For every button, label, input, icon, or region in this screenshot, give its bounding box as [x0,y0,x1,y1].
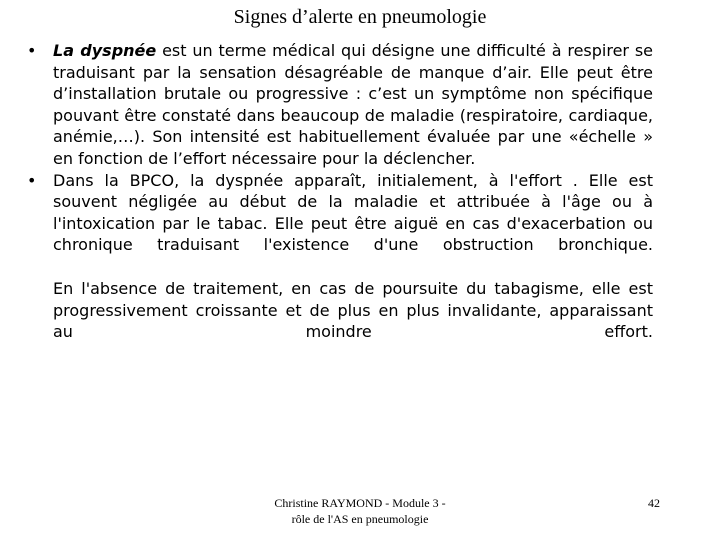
footer-author [240,495,480,527]
bullet-text: Dans la BPCO, la dyspnée apparaît, initialement, à l'effort . Elle est souvent négligée au début de la maladie et attribuée à l'âge ou à l'intoxication par le tabac. Elle peut être aiguë en cas d'exacerbation ou chronique traduisant l'existence d'une obstruction bronchique. [53,170,653,255]
paragraph-spacer [53,256,653,278]
slide-title: Signes d’alerte en pneumologie [233,6,487,28]
bullet-text: est un terme médical qui désigne une difficulté à respirer se traduisant par la sensation désagréable de manque d’air. Elle peut être d’installation brutale ou progressive : c’est un symptôme non spécifique pouvant être constaté dans beaucoup de maladie (respiratoire, cardiaque, anémie,…). Son intensité est habituellement évaluée par une «échelle » en fonction de l’effort nécessaire pour la déclencher. [53,41,654,168]
followup-paragraph: En l'absence de traitement, en cas de poursuite du tabagisme, elle est progressivement croissante et de plus en plus invalidante, apparaissant au moindre effort. [53,278,653,342]
slide-body [27,40,654,343]
page-number: 42 [648,496,660,510]
bullet-bpco-dyspnea [27,170,653,256]
footer-line-2: rôle de l'AS en pneumologie [291,512,429,526]
footer-line-1: Christine RAYMOND - Module 3 - [274,496,446,510]
bullet-dyspnea-definition [27,40,654,170]
bullet-marker: • [27,41,37,60]
term-dyspnee: La dyspnée [53,41,157,60]
bullet-marker: • [27,170,37,190]
